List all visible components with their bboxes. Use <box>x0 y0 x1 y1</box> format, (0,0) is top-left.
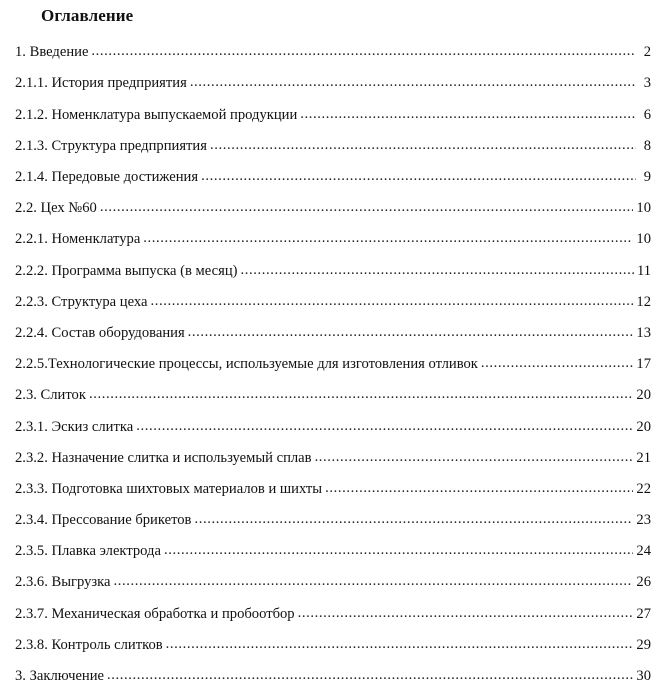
toc-entry-label: 3. Заключение <box>15 668 105 685</box>
toc-entry-label: 2.1.1. История предприятия <box>15 75 187 92</box>
toc-entry <box>15 442 651 473</box>
toc-entry <box>15 567 651 598</box>
toc-title: Оглавление <box>41 6 134 25</box>
toc-entry-page: 6 <box>643 106 651 123</box>
toc-entry-label: 2.3.3. Подготовка шихтовых материалов и шихты <box>15 480 323 497</box>
toc-dot-leader <box>210 138 636 153</box>
toc-entry-label: 2.2. Цех №60 <box>15 200 97 217</box>
toc-entry <box>15 99 651 130</box>
toc-entry <box>15 380 651 411</box>
toc-entry-label: 2.3.5. Плавка электрода <box>15 543 161 560</box>
toc-entry-page: 29 <box>636 636 651 653</box>
toc-entry <box>15 505 651 536</box>
toc-entry <box>15 193 651 224</box>
toc-entry-label: 2.2.1. Номенклатура <box>15 231 141 248</box>
toc-entry <box>15 162 651 193</box>
toc-entry <box>15 474 651 505</box>
toc-entry <box>15 224 651 255</box>
toc-entry-page: 10 <box>636 231 651 248</box>
toc-entry-page: 26 <box>636 574 651 591</box>
toc-entry <box>15 318 651 349</box>
toc-entry <box>15 536 651 567</box>
toc-dot-leader <box>91 44 636 59</box>
toc-dot-leader <box>164 543 633 558</box>
toc-entry-label: 2.3.6. Выгрузка <box>15 574 111 591</box>
toc-entry <box>15 598 651 629</box>
toc-entry-label: 2.3. Слиток <box>15 387 86 404</box>
toc-entry-page: 8 <box>643 137 651 154</box>
toc-dot-leader <box>240 263 633 278</box>
toc-dot-leader <box>325 481 633 496</box>
toc-entry <box>15 68 651 99</box>
toc-entry-page: 3 <box>643 75 651 92</box>
toc-dot-leader <box>100 200 634 215</box>
toc-entry <box>15 411 651 442</box>
toc-entry-page: 22 <box>636 480 651 497</box>
toc-entry-page: 11 <box>636 262 651 279</box>
toc-entry-page: 20 <box>636 387 651 404</box>
toc-dot-leader <box>201 169 636 184</box>
toc-entry-page: 20 <box>636 418 651 435</box>
toc-list <box>15 37 651 692</box>
toc-entry-label: 2.3.1. Эскиз слитка <box>15 418 134 435</box>
toc-entry-label: 2.2.2. Программа выпуска (в месяц) <box>15 262 238 279</box>
toc-entry-label: 2.1.3. Структура предпрпиятия <box>15 137 207 154</box>
toc-dot-leader <box>190 75 636 90</box>
toc-entry-label: 2.2.3. Структура цеха <box>15 293 148 310</box>
toc-entry-page: 21 <box>636 449 651 466</box>
toc-dot-leader <box>114 574 634 589</box>
toc-entry-page: 13 <box>636 324 651 341</box>
toc-entry-page: 23 <box>636 512 651 529</box>
toc-dot-leader <box>481 356 634 371</box>
toc-entry-page: 10 <box>636 200 651 217</box>
toc-dot-leader <box>89 387 633 402</box>
toc-entry-page: 12 <box>636 293 651 310</box>
toc-entry-page: 27 <box>636 605 651 622</box>
toc-dot-leader <box>188 325 634 340</box>
toc-entry <box>15 661 651 692</box>
toc-entry-label: 2.1.2. Номенклатура выпускаемой продукции <box>15 106 298 123</box>
toc-entry <box>15 349 651 380</box>
toc-dot-leader <box>143 231 633 246</box>
toc-entry <box>15 37 651 68</box>
toc-dot-leader <box>300 107 636 122</box>
toc-dot-leader <box>315 450 634 465</box>
toc-entry <box>15 255 651 286</box>
toc-entry-page: 24 <box>636 543 651 560</box>
toc-entry-label: 2.3.7. Механическая обработка и пробоотбор <box>15 605 295 622</box>
toc-dot-leader <box>298 606 634 621</box>
toc-dot-leader <box>166 637 634 652</box>
toc-entry-page: 30 <box>636 668 651 685</box>
toc-entry-label: 2.3.8. Контроль слитков <box>15 636 163 653</box>
toc-entry-label: 2.3.4. Прессование брикетов <box>15 512 192 529</box>
toc-entry-page: 9 <box>643 169 651 186</box>
toc-entry <box>15 287 651 318</box>
toc-dot-leader <box>150 294 633 309</box>
toc-entry-page: 2 <box>643 44 651 61</box>
toc-entry-page: 17 <box>636 356 651 373</box>
toc-entry-label: 2.3.2. Назначение слитка и используемый сплав <box>15 449 312 466</box>
toc-entry-label: 1. Введение <box>15 44 89 61</box>
toc-entry <box>15 630 651 661</box>
toc-entry <box>15 131 651 162</box>
toc-dot-leader <box>194 512 633 527</box>
toc-dot-leader <box>136 419 633 434</box>
toc-dot-leader <box>107 668 633 683</box>
toc-entry-label: 2.2.5.Технологические процессы, используемые для изготовления отливок <box>15 356 478 373</box>
toc-entry-label: 2.1.4. Передовые достижения <box>15 169 199 186</box>
toc-entry-label: 2.2.4. Состав оборудования <box>15 324 185 341</box>
